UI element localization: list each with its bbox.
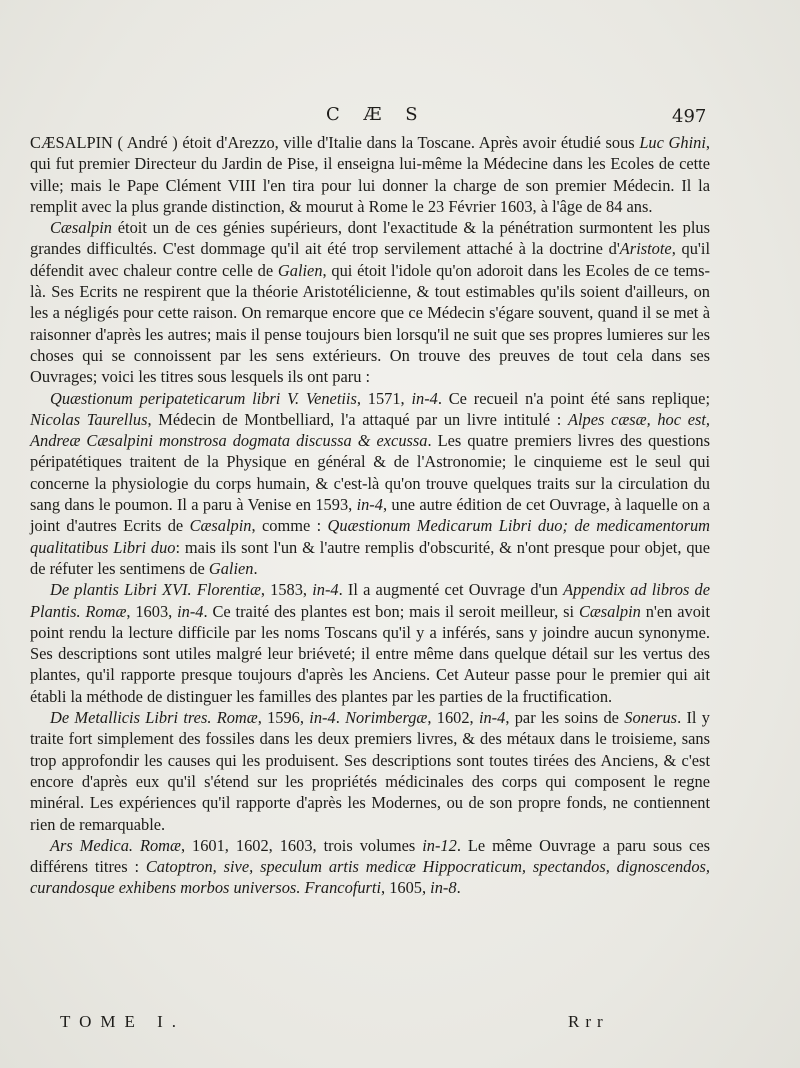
italic-text: Galien	[208, 558, 254, 578]
text-run: .	[456, 878, 461, 898]
text-run: : mais ils sont l'un & l'autre remplis d'obscurité, & n'ont presque pour objet, que de réfuter les sentimens de	[30, 537, 711, 578]
text-run: , 1596,	[257, 708, 310, 728]
text-run: CÆSALPIN ( André ) étoit d'Arezzo, ville d'Italie dans la Toscane. Après avoir étudié sous	[30, 133, 640, 152]
page-number: 497	[672, 106, 707, 127]
italic-text: in-12	[422, 835, 457, 855]
italic-text: in-8	[430, 878, 457, 898]
italic-text: in-4	[177, 601, 204, 621]
italic-text: in-4	[411, 388, 438, 408]
italic-text: Cæsalpin	[189, 516, 252, 536]
italic-text: Appendix ad libros de Plantis. Romæ	[30, 580, 711, 621]
text-run: , 1601, 1602, 1603, trois volumes	[180, 835, 423, 855]
article-body	[30, 132, 710, 899]
paragraph	[30, 388, 710, 580]
paragraph	[30, 132, 710, 217]
gathering-signature: Rrr	[568, 1012, 609, 1031]
text-run: n'en avoit point rendu la lecture difficile par les noms Toscans qu'il y a inférés, sans y joindre aucun synonyme. Ses descriptions sont utiles malgré leur briéveté; il entre même dans quelque détail sur les vertus des plantes, qu'il rapporte presque toujours d'après les Anciens. Cet Auteur passe pour le premier qui ait établi la méthode de distinguer les familles des plantes par les parties de la fructification.	[30, 601, 710, 706]
italic-text: Nicolas Taurellus	[30, 409, 148, 429]
italic-text: Cæsalpin	[50, 218, 112, 238]
text-run: . Il y traite fort simplement des fossiles dans les deux premiers livres, & des métaux dans le troisieme, sans trop approfondir les causes qui les produisent. Ses descriptions sont toutes tirées des Anciens, & c'est encore d'après eux qu'il s'étend sur les propriétés médicinales des corps qui composent le regne minéral. Les expériences qu'il rapporte d'après les Modernes, ou de son propre fonds, ne contiennent rien de remarquable.	[30, 708, 710, 834]
italic-text: Cæsalpin	[578, 601, 641, 621]
running-head: C Æ S	[326, 104, 427, 125]
italic-text: Luc Ghini	[639, 133, 706, 152]
text-run: , qui fut premier Directeur du Jardin de Pise, il enseigna lui-même la Médecine dans les Ecoles de cette ville; mais le Pape Clément VIII l'en tira pour lui donner la charge de son premier Médecin. Il la remplit avec la plus grande distinction, & mourut à Rome le 23 Février 1603, à l'âge de 84 ans.	[30, 133, 710, 216]
text-run: , comme :	[251, 516, 328, 536]
text-run: , qui étoit l'idole qu'on adoroit dans les Ecoles de ce tems-là. Ses Ecrits ne respirent que la théorie Aristotélicienne, & tout estimables qu'ils soient d'ailleurs, on les a négligés pour cette raison. On remarque encore que ce Médecin s'égare souvent, quand il se met à raisonner d'après les autres; mais il pense toujours bien lorsqu'il ne suit que ses propres lumieres sur les choses qui se connoissent par les sens extérieurs. On trouve des preuves de tout cela dans ses Ouvrages; voici les titres sous lesquels ils ont paru :	[30, 260, 710, 387]
text-run: , 1603,	[126, 601, 178, 621]
italic-text: in-4	[309, 708, 336, 728]
text-run: . Ce traité des plantes est bon; mais il seroit meilleur, si	[203, 601, 579, 621]
italic-text: Catoptron, sive, speculum artis medicæ Hippocraticum, spectandos, dignoscendos, curandosque exhibens morbos universos. Francofurti	[30, 857, 711, 898]
italic-text: Quæstionum peripateticarum libri V. Venetiis	[50, 388, 357, 408]
text-run: . Le même Ouvrage a paru sous ces différens titres :	[30, 835, 710, 877]
paragraph	[30, 707, 710, 835]
italic-text: Norimbergæ	[345, 708, 428, 728]
paragraph	[30, 217, 710, 387]
italic-text: Quæstionum Medicarum Libri duo; de medicamentorum qualitatibus Libri duo	[30, 516, 710, 557]
text-run: , une autre édition de cet Ouvrage, à laquelle on a joint d'autres Ecrits de	[30, 495, 710, 536]
text-run: , 1583,	[260, 580, 313, 600]
italic-text: in-4	[312, 580, 339, 600]
italic-text: De plantis Libri XVI. Florentiæ	[50, 580, 261, 600]
text-run: étoit un de ces génies supérieurs, dont l'exactitude & la pénétration surmontent les plus grandes difficultés. C'est dommage qu'il ait été trop servilement attaché à la doctrine d'	[30, 218, 710, 259]
italic-text: Sonerus	[624, 708, 678, 728]
text-run: .	[253, 558, 258, 578]
text-run: . Les quatre premiers livres des questions péripatétiques traitent de la Physique en général & de l'Astronomie; le cinquieme est le seul qui concerne la physiologie du corps humain, & c'est-là qu'on trouve quelques traits sur la circulation du sang dans le poumon. Il a paru à Venise en 1593,	[30, 431, 710, 515]
italic-text: Galien	[277, 260, 323, 280]
italic-text: De Metallicis Libri tres. Romæ	[50, 708, 258, 728]
italic-text: Alpes cæsæ, hoc est, Andreæ Cæsalpini monstrosa dogmata discussa & excussa	[30, 409, 710, 451]
page-header	[0, 104, 800, 130]
italic-text: Ars Medica. Romæ	[50, 835, 181, 855]
text-run: , Médecin de Montbelliard, l'a attaqué par un livre intitulé :	[147, 409, 568, 429]
text-run: , 1605,	[381, 878, 431, 898]
text-run: , 1602,	[427, 708, 479, 728]
italic-text: in-4	[356, 495, 383, 515]
page-footer	[30, 1012, 710, 1034]
text-run: . Ce recueil n'a point été sans replique;	[437, 388, 711, 408]
text-run: . Il a augmenté cet Ouvrage d'un	[338, 580, 564, 600]
paragraph	[30, 579, 710, 707]
paragraph	[30, 835, 710, 899]
text-run: , 1571,	[356, 388, 412, 408]
italic-text: Aristote	[619, 239, 672, 259]
text-run: , par les soins de	[505, 708, 625, 728]
text-run: .	[335, 708, 346, 728]
volume-signature: TOME I.	[60, 1012, 186, 1031]
italic-text: in-4	[478, 708, 506, 728]
text-run: , qu'il défendit avec chaleur contre celle de	[30, 239, 710, 280]
